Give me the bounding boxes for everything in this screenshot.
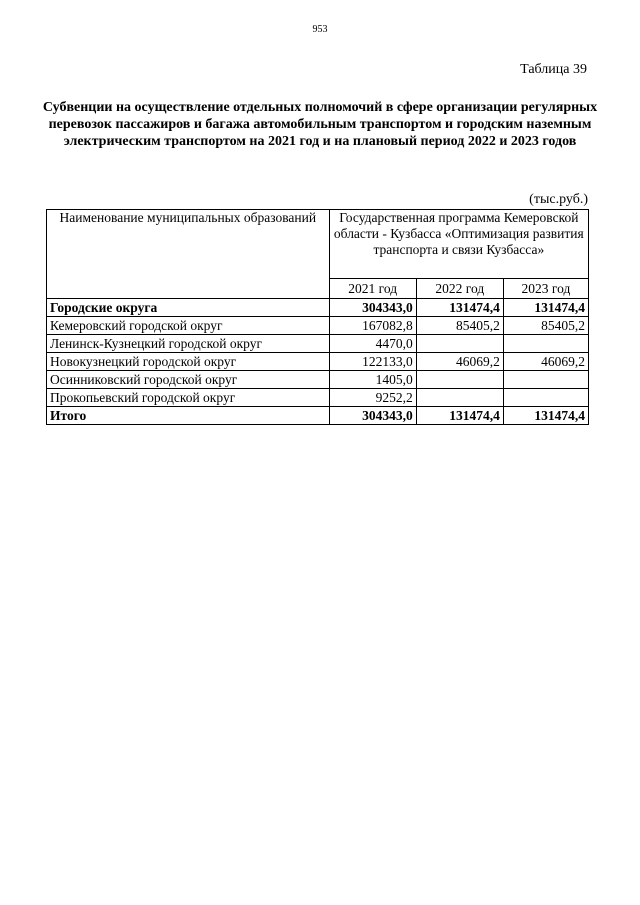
row-value-2023: [503, 371, 588, 389]
row-value-2021: 1405,0: [329, 371, 416, 389]
row-value-2022: 131474,4: [416, 299, 503, 317]
row-value-2021: 9252,2: [329, 389, 416, 407]
table-row: [47, 353, 589, 371]
header-year-2022: 2022 год: [416, 279, 503, 299]
row-name: Кемеровский городской округ: [47, 317, 330, 335]
row-value-2021: 304343,0: [329, 299, 416, 317]
row-value-2022: [416, 335, 503, 353]
table-label: Таблица 39: [520, 62, 587, 77]
row-value-2021: 4470,0: [329, 335, 416, 353]
subsidy-table: [46, 209, 589, 425]
header-name-column: Наименование муниципальных образований: [47, 210, 330, 299]
row-value-2021: 122133,0: [329, 353, 416, 371]
row-name: Итого: [47, 407, 330, 425]
row-name: Прокопьевский городской округ: [47, 389, 330, 407]
row-value-2022: 46069,2: [416, 353, 503, 371]
row-name: Новокузнецкий городской округ: [47, 353, 330, 371]
table-row: [47, 389, 589, 407]
table-row: [47, 317, 589, 335]
table-row-city-districts: [47, 299, 589, 317]
table-header-row: [47, 210, 589, 279]
row-value-2022: [416, 389, 503, 407]
row-value-2021: 304343,0: [329, 407, 416, 425]
table-row-total: [47, 407, 589, 425]
row-value-2023: [503, 335, 588, 353]
row-name: Городские округа: [47, 299, 330, 317]
row-value-2023: [503, 389, 588, 407]
row-value-2022: 85405,2: [416, 317, 503, 335]
table-row: [47, 371, 589, 389]
row-value-2023: 131474,4: [503, 299, 588, 317]
document-title: Субвенции на осуществление отдельных полномочий в сфере организации регулярных перевозок пассажиров и багажа автомобильным транспортом и городским наземным электрическим транспортом на 2021 год и на плановый период 2022 и 2023 годов: [42, 100, 598, 149]
row-value-2023: 46069,2: [503, 353, 588, 371]
row-name: Осинниковский городской округ: [47, 371, 330, 389]
row-value-2023: 85405,2: [503, 317, 588, 335]
row-value-2022: 131474,4: [416, 407, 503, 425]
row-value-2022: [416, 371, 503, 389]
page-number: 953: [312, 24, 328, 35]
units-label: (тыс.руб.): [529, 192, 588, 207]
row-value-2021: 167082,8: [329, 317, 416, 335]
table-row: [47, 335, 589, 353]
row-value-2023: 131474,4: [503, 407, 588, 425]
header-program: Государственная программа Кемеровской области - Кузбасса «Оптимизация развития транспорта и связи Кузбасса»: [329, 210, 588, 279]
header-year-2023: 2023 год: [503, 279, 588, 299]
header-year-2021: 2021 год: [329, 279, 416, 299]
row-name: Ленинск-Кузнецкий городской округ: [47, 335, 330, 353]
